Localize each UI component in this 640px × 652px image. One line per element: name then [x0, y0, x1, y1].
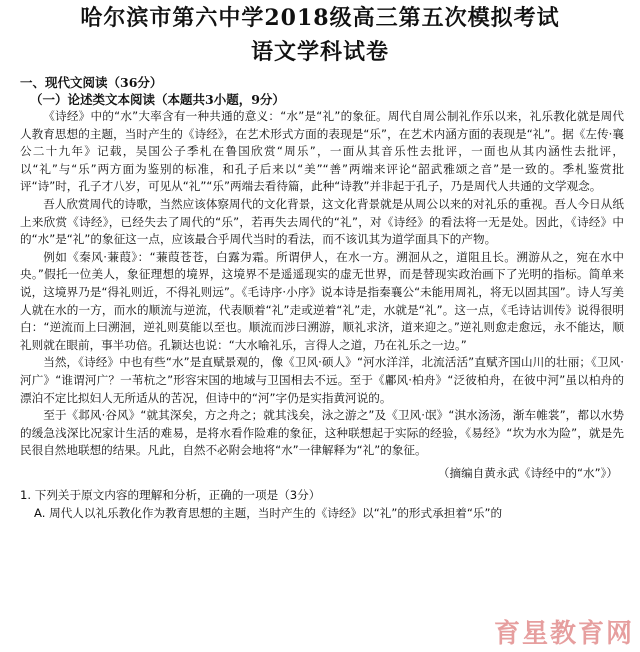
subsection-heading: （一）论述类文本阅读（本题共3小题，9分） [30, 92, 285, 107]
question-option-a: A. 周代人以礼乐教化作为教育思想的主题，当时产生的《诗经》以“礼”的形式承担着“乐”的 [34, 505, 503, 520]
section-heading: 一、现代文阅读（36分） [20, 75, 163, 90]
passage-paragraph-5: 至于《邶风·谷风》“就其深矣，方之舟之；就其浅矣，泳之游之”及《卫风·氓》“淇水汤汤，渐车帷裳”，都以水势的缓急浅深比况家计生活的难易，是将水看作险难的象征，这种联想起于实际的经验，《易经》“坎为水为险”，就是先民很自然地联想的结果。凡此，自然不必附会地将“水”一律解释为“礼”的象征。 [20, 408, 624, 458]
passage-paragraph-2: 吾人欣赏周代的诗歌，当然应该体察周代的文化背景，这文化背景就是从周公以来的对礼乐的重视。吾人今日从纸上来欣赏《诗经》，已经失去了周代的“乐”，若再失去周代的“礼”，对《诗经》的看法将一无是处。因此，《诗经》中的“水”是“礼”的象征这一点，应该最合乎周代当时的看法，而不该讥其为道学面具下的产物。 [20, 196, 624, 247]
passage-source: （摘编自黄永武《诗经中的“水”》） [437, 465, 618, 480]
exam-subtitle: 语文学科试卷 [250, 39, 389, 65]
site-watermark: 育星教育网 [493, 619, 634, 649]
exam-body [20, 74, 624, 522]
passage-paragraph-3: 例如《秦风·蒹葭》：“蒹葭苍苍，白露为霜。所谓伊人，在水一方。溯洄从之，道阻且长。溯游从之，宛在水中央。”假托一位美人，象征理想的境界，这境界不是遥遥现实的虚无世界，而是替现实政治画下了光明的指标。简单来说，这境界乃是“得礼则近，不得礼则远”。《毛诗序·小序》说本诗是指秦襄公“未能用周礼，将无以固其国”。诗人写美人就在水的一方，而水的顺流与逆流，代表顺着“礼”走或逆着“礼”走，水就是“礼”。这一点，《毛诗诂训传》说得很明白：“逆流而上曰溯洄，逆礼则莫能以至也。顺流而涉曰溯游，顺礼求济，道来迎之。”逆礼则愈走愈远，永不能达，顺礼则就在眼前，事半功倍。孔颖达也说：“大水喻礼乐，言得人之道，乃在礼乐之一边。” [20, 249, 624, 352]
exam-title: 哈尔滨市第六中学2018级高三第五次模拟考试 [80, 5, 560, 31]
passage-paragraph-4: 当然，《诗经》中也有些“水”是直赋景观的，像《卫风·硕人》“河水洋洋，北流活活”直赋齐国山川的壮丽；《卫风·河广》“谁谓河广？一苇杭之”形容宋国的地域与卫国相去不远。至于《鄘风·柏舟》“泛彼柏舟，在彼中河”虽以柏舟的漂泊不定比拟妇人无所适从的苦况，但诗中的“河”字仍是实指黄河说的。 [20, 355, 624, 405]
passage-paragraph-1: 《诗经》中的“水”大率含有一种共通的意义：“水”是“礼”的象征。周代自周公制礼作乐以来，礼乐教化就是周代人教育思想的主题，当时产生的《诗经》，在艺术形式方面的表现是“乐”，在艺术内涵方面的表现是“礼”。据《左传·襄公二十九年》记载，吴国公子季札在鲁国欣赏“周乐”，一面从其音乐性去批评，一面也从其内涵性去批评，以“礼”与“乐”两方面为鉴别的标准，和孔子后来以“美”“善”两端来评论“韶武雅颂之音”是一致的。季札鉴赏批评“诗”时，孔子才八岁，可见从“礼”“乐”两端去看待篇，此种“诗教”并非起于孔子，乃是周代人共通的文学观念。 [20, 109, 624, 194]
question-stem: 1. 下列关于原文内容的理解和分析，正确的一项是（3分） [20, 487, 321, 502]
